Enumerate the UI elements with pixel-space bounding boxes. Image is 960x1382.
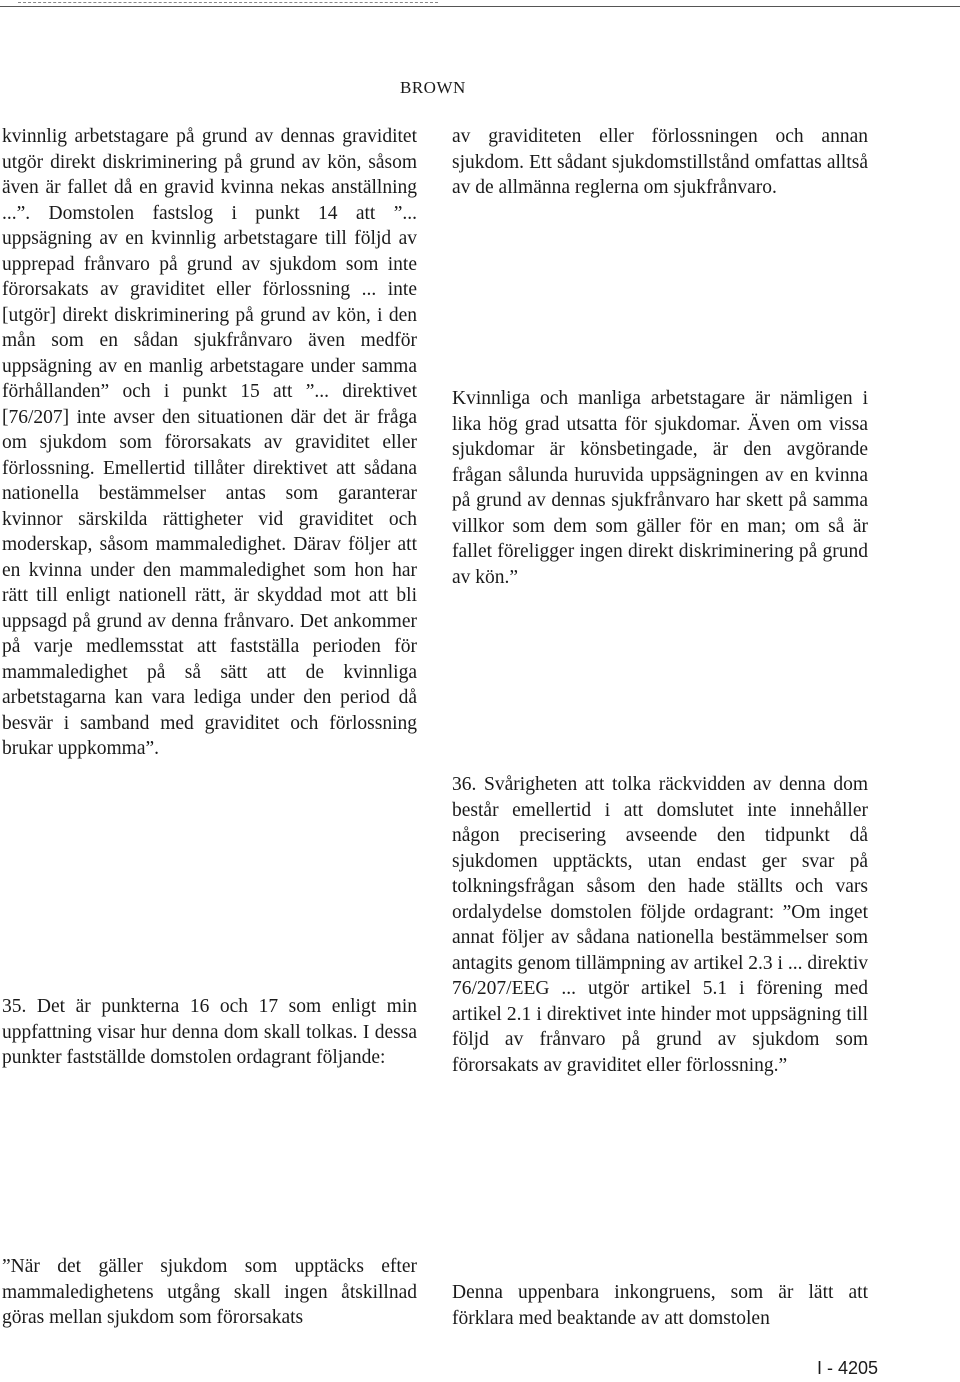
- right-paragraph-continuation: [452, 124, 868, 201]
- paragraph-text: 36. Svårigheten att tolka räckvidden av denna dom består emellertid i att domslutet inte innehåller någon precisering avseende den tidpunkt då sjukdomen upptäckts, utan endast ger svar på tolkningsfrågan såsom den hade ställts och vars ordalydelse domstolen följde ordagrant: ”Om inget annat följer av sådana nationella bestämmelser som antagits genom tillämpning av artikel 2.3 i ... direktiv 76/207/EEG ... utgör artikel 5.1 i förening med artikel 2.1 i direktivet inte hinder mot uppsägning till följd av frånvaro på grund av sjukdom som förorsakats av graviditet eller förlossning.”: [452, 774, 868, 1076]
- top-scan-dashes: [18, 2, 438, 3]
- paragraph-text: ”När det gäller sjukdom som upptäcks efter mammaledighetens utgång skall ingen åtskillnad göras mellan sjukdom som förorsakats: [2, 1256, 417, 1328]
- paragraph-text: 35. Det är punkterna 16 och 17 som enligt min uppfattning visar hur denna dom skall tolkas. I dessa punkter fastställde domstolen ordagrant följande:: [2, 996, 417, 1068]
- left-quote-start: [2, 1254, 417, 1331]
- paragraph-text: Denna uppenbara inkongruens, som är lätt att förklara med beaktande av att domstolen: [452, 1282, 868, 1329]
- right-paragraph-final: [452, 1280, 868, 1331]
- paragraph-text: kvinnlig arbetstagare på grund av dennas graviditet utgör direkt diskriminering på grund av kön, såsom även är fallet då en gravid kvinna nekas anställning ...”. Domstolen fastslog i punkt 14 att ”... uppsägning av en kvinnlig arbetstagare till följd av upprepad frånvaro på grund av sjukdom som inte förorsakats av graviditet eller förlossning ... inte [utgör] direkt diskriminering på grund av kön, i den mån som en sådan sjukfrånvaro även medför uppsägning av en manlig arbetstagare under samma förhållanden” och i punkt 15 att ”... direktivet [76/207] inte avser den situationen där det är fråga om sjukdom som förorsakats av graviditet eller förlossning. Emellertid tillåter direktivet att sådana nationella bestämmelser antas som garanterar kvinnor särskilda rättigheter vid graviditet och moderskap, såsom mammaledighet. Därav följer att en kvinna under den mammaledighet som hon har rätt till enligt nationell rätt, är skyddad mot att bli uppsagd på grund av denna frånvaro. Det ankommer på varje medlemsstat att fastställa perioden för mammaledighet på så sätt att de kvinnliga arbetstagarna kan vara lediga under den period då besvär i samband med graviditet och förlossning brukar uppkomma”.: [2, 126, 417, 759]
- left-paragraph-quote-continuation: [2, 124, 417, 762]
- top-rule: [0, 6, 960, 7]
- left-paragraph-35: [2, 994, 417, 1071]
- paragraph-text: Kvinnliga och manliga arbetstagare är nämligen i lika hög grad utsatta för sjukdomar. Även om vissa sjukdomar är könsbetingade, är den avgörande frågan sålunda huruvida uppsägningen av en kvinna på grund av dennas sjukfrånvaro har skett på samma villkor som dem som gäller för en man; om så är fallet föreligger ingen direkt diskriminering på grund av kön.”: [452, 388, 868, 588]
- page-number: I - 4205: [816, 1358, 878, 1378]
- right-paragraph-36: [452, 772, 868, 1078]
- right-quote-paragraph: [452, 386, 868, 590]
- running-header: BROWN: [400, 78, 466, 97]
- paragraph-text: av graviditeten eller förlossningen och annan sjukdom. Ett sådant sjukdomstillstånd omfattas alltså av de allmänna reglerna om sjukfrånvaro.: [452, 126, 868, 198]
